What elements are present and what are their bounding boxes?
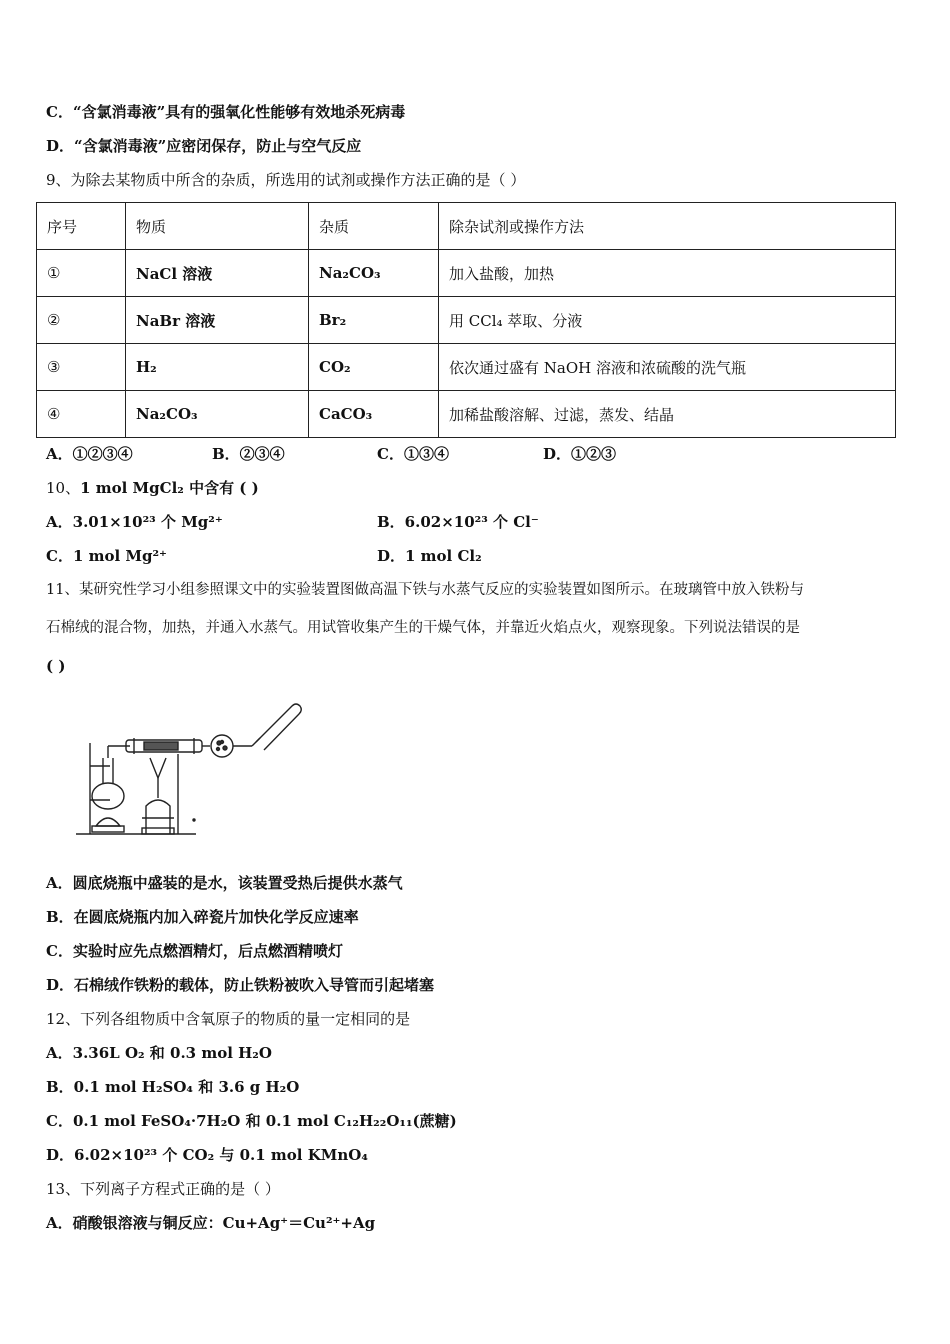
row-method: 依次通过盛有 NaOH 溶液和浓硫酸的洗气瓶: [439, 344, 896, 391]
q9-option-c: C．①③④: [377, 445, 449, 463]
row-substance: NaCl 溶液: [126, 250, 309, 297]
q9-option-a: A．①②③④: [46, 445, 133, 463]
q11-option-a: A．圆底烧瓶中盛装的是水，该装置受热后提供水蒸气: [46, 874, 403, 892]
apparatus-diagram: [70, 698, 310, 843]
q11-stem-line2: 石棉绒的混合物，加热，并通入水蒸气。用试管收集产生的干燥气体，并靠近火焰点火，观察现象。下列说法错误的是: [46, 620, 800, 636]
q9-table: [36, 202, 896, 438]
q10-option-b: B．6.02×10²³ 个 Cl⁻: [377, 513, 539, 531]
table-row: [37, 391, 896, 438]
table-row: [37, 344, 896, 391]
apparatus-figure: [70, 698, 310, 843]
table-row: [37, 297, 896, 344]
row-method: 用 CCl₄ 萃取、分液: [439, 297, 896, 344]
row-no: ①: [37, 250, 126, 297]
row-method: 加稀盐酸溶解、过滤，蒸发、结晶: [439, 391, 896, 438]
q11-stem-line1: 11、某研究性学习小组参照课文中的实验装置图做高温下铁与水蒸气反应的实验装置如图所示。在玻璃管中放入铁粉与: [46, 582, 804, 598]
table-row: [37, 250, 896, 297]
row-impurity: Br₂: [309, 297, 439, 344]
row-no: ②: [37, 297, 126, 344]
q11-option-b: B．在圆底烧瓶内加入碎瓷片加快化学反应速率: [46, 908, 359, 926]
row-impurity: CaCO₃: [309, 391, 439, 438]
q10-option-a: A．3.01×10²³ 个 Mg²⁺: [46, 513, 223, 531]
q10-stem-text: 1 mol MgCl₂ 中含有 ( ): [80, 479, 259, 497]
q13-stem: 13、下列离子方程式正确的是（ ）: [46, 1180, 280, 1198]
q11-option-c: C．实验时应先点燃酒精灯，后点燃酒精喷灯: [46, 942, 343, 960]
q13-option-a: A．硝酸银溶液与铜反应：Cu+Ag⁺＝Cu²⁺+Ag: [46, 1214, 376, 1232]
q12-option-c: C．0.1 mol FeSO₄·7H₂O 和 0.1 mol C₁₂H₂₂O₁₁(蔗糖): [46, 1112, 457, 1130]
row-substance: NaBr 溶液: [126, 297, 309, 344]
q11-option-d: D．石棉绒作铁粉的载体，防止铁粉被吹入导管而引起堵塞: [46, 976, 435, 994]
q10-number: 10、: [46, 479, 81, 497]
q8-option-c: C．“含氯消毒液”具有的强氧化性能够有效地杀死病毒: [46, 103, 406, 121]
header-cell: 杂质: [309, 203, 439, 250]
row-no: ④: [37, 391, 126, 438]
q12-option-b: B．0.1 mol H₂SO₄ 和 3.6 g H₂O: [46, 1078, 300, 1096]
header-cell: 除杂试剂或操作方法: [439, 203, 896, 250]
row-method: 加入盐酸，加热: [439, 250, 896, 297]
q9-stem: 9、为除去某物质中所含的杂质，所选用的试剂或操作方法正确的是（ ）: [46, 171, 526, 189]
row-substance: Na₂CO₃: [126, 391, 309, 438]
header-cell: 物质: [126, 203, 309, 250]
q10-stem: [46, 478, 259, 498]
q9-option-b: B．②③④: [212, 445, 285, 463]
q12-option-d: D．6.02×10²³ 个 CO₂ 与 0.1 mol KMnO₄: [46, 1146, 368, 1164]
q10-option-c: C．1 mol Mg²⁺: [46, 547, 167, 565]
row-impurity: CO₂: [309, 344, 439, 391]
row-no: ③: [37, 344, 126, 391]
row-impurity: Na₂CO₃: [309, 250, 439, 297]
q11-stem-line3: ( ): [46, 657, 66, 675]
q12-option-a: A．3.36L O₂ 和 0.3 mol H₂O: [46, 1044, 272, 1062]
header-cell: 序号: [37, 203, 126, 250]
q8-option-d: D．“含氯消毒液”应密闭保存，防止与空气反应: [46, 137, 362, 155]
q12-stem: 12、下列各组物质中含氧原子的物质的量一定相同的是: [46, 1010, 411, 1028]
table-header-row: [37, 203, 896, 250]
row-substance: H₂: [126, 344, 309, 391]
q9-option-d: D．①②③: [543, 445, 617, 463]
q10-option-d: D．1 mol Cl₂: [377, 547, 482, 565]
